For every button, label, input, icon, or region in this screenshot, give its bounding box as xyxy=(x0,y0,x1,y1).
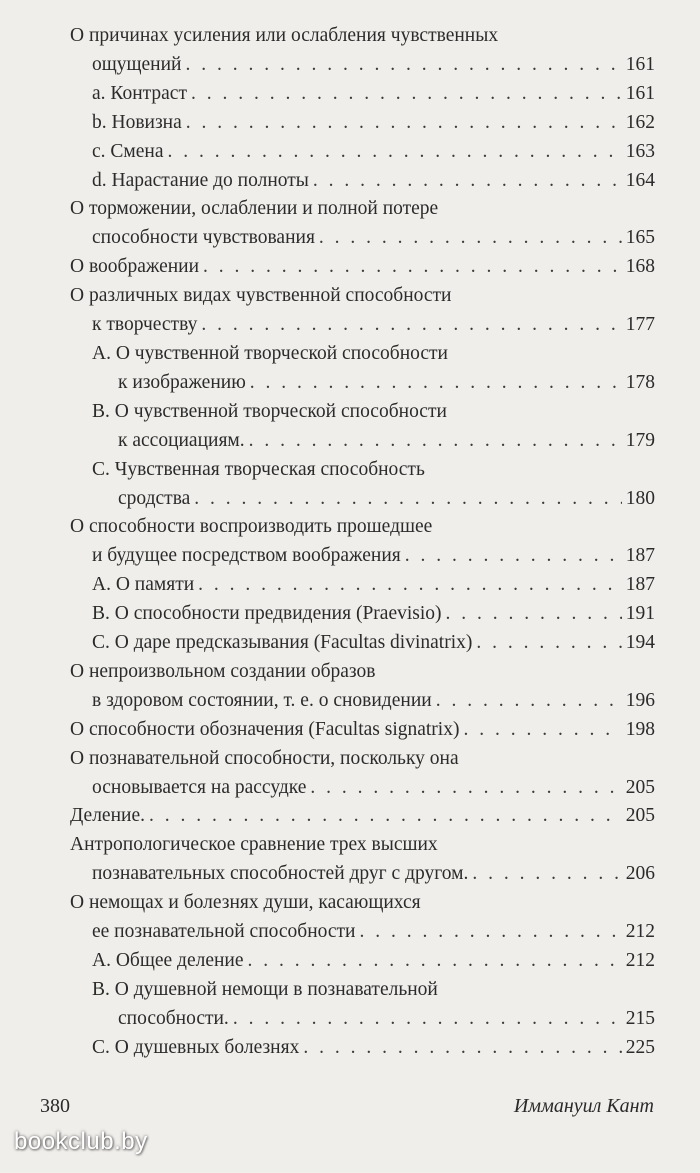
toc-entry xyxy=(70,831,655,889)
toc-page-number: 161 xyxy=(625,82,655,104)
toc-entry-title: способности. xyxy=(118,1007,229,1029)
toc-page-number: 206 xyxy=(625,863,655,885)
toc-page-number: 177 xyxy=(625,314,655,336)
toc-entry-line xyxy=(70,716,655,745)
toc-entry-line xyxy=(70,340,655,369)
toc-page-number: 187 xyxy=(625,574,655,596)
toc-entry xyxy=(70,889,655,947)
toc-entry-title: в здоровом состоянии, т. е. о сновидении xyxy=(92,689,432,711)
toc-entry xyxy=(70,745,655,803)
toc-subentry xyxy=(70,340,655,398)
toc-entry-title: Деление. xyxy=(70,805,145,827)
toc-subentry xyxy=(70,629,655,658)
toc-entry-line xyxy=(70,80,655,109)
dot-leader xyxy=(249,427,622,456)
toc-entry-line xyxy=(70,109,655,138)
dot-leader xyxy=(203,253,622,282)
running-footer-author: Иммануил Кант xyxy=(513,1095,654,1117)
toc-page-number: 205 xyxy=(625,805,655,827)
toc-entry-title: C. Чувственная творческая способность xyxy=(92,458,425,480)
dot-leader xyxy=(198,571,622,600)
toc-subentry xyxy=(70,571,655,600)
toc-entry-title: сродства xyxy=(118,487,191,509)
dot-leader xyxy=(313,167,622,196)
toc-entry-line xyxy=(70,427,655,456)
table-of-contents xyxy=(70,22,655,1063)
toc-subentry xyxy=(70,600,655,629)
toc-entry-title: О способности воспроизводить прошедшее xyxy=(70,516,433,538)
toc-entry-title: О непроизвольном создании образов xyxy=(70,660,376,682)
toc-entry-line xyxy=(70,571,655,600)
toc-entry-title: познавательных способностей друг с другом. xyxy=(92,863,469,885)
dot-leader xyxy=(168,138,622,167)
dot-leader xyxy=(186,51,622,80)
toc-entry-line xyxy=(70,802,655,831)
dot-leader xyxy=(201,311,621,340)
dot-leader xyxy=(191,80,622,109)
toc-page-number: 212 xyxy=(625,921,655,943)
toc-entry-line xyxy=(70,658,655,687)
toc-entry-line xyxy=(70,976,655,1005)
toc-page-number: 225 xyxy=(625,1036,655,1058)
toc-entry-line xyxy=(70,22,655,51)
toc-subentry xyxy=(70,456,655,514)
toc-page-number: 194 xyxy=(625,632,655,654)
toc-page-number: 196 xyxy=(625,689,655,711)
toc-page-number: 168 xyxy=(625,256,655,278)
toc-entry xyxy=(70,253,655,282)
toc-entry-title: A. Общее деление xyxy=(92,950,244,971)
toc-entry-title: к изображению xyxy=(118,371,246,393)
dot-leader xyxy=(319,224,622,253)
toc-entry-line xyxy=(70,831,655,860)
toc-page-number: 178 xyxy=(625,371,655,393)
toc-page-number: 212 xyxy=(625,950,655,971)
toc-entry xyxy=(70,716,655,745)
toc-entry-title: О причинах усиления или ослабления чувственных xyxy=(70,25,499,46)
toc-entry-line xyxy=(70,253,655,282)
toc-entry-line xyxy=(70,369,655,398)
toc-page-number: 163 xyxy=(625,140,655,162)
toc-entry-title: ощущений xyxy=(92,53,182,75)
toc-entry-line xyxy=(70,600,655,629)
dot-leader xyxy=(360,918,622,947)
toc-page-number: 180 xyxy=(625,487,655,509)
watermark: bookclub.by xyxy=(14,1128,148,1155)
dot-leader xyxy=(248,947,622,976)
dot-leader xyxy=(436,687,622,716)
toc-subentry xyxy=(70,947,655,976)
dot-leader xyxy=(186,109,622,138)
dot-leader xyxy=(310,774,621,803)
toc-entry-title: основывается на рассудке xyxy=(92,776,307,798)
toc-page-number: 162 xyxy=(625,111,655,133)
dot-leader xyxy=(463,716,621,745)
toc-entry-title: к ассоциациям. xyxy=(118,429,245,451)
toc-page-number: 191 xyxy=(625,603,655,625)
toc-entry-line xyxy=(70,542,655,571)
toc-entry-line xyxy=(70,774,655,803)
toc-subentry xyxy=(70,398,655,456)
toc-entry-line xyxy=(70,860,655,889)
dot-leader xyxy=(149,802,622,831)
toc-subentry xyxy=(70,976,655,1034)
toc-entry-line xyxy=(70,167,655,196)
toc-entry-title: О различных видах чувственной способности xyxy=(70,285,452,307)
toc-entry-line xyxy=(70,456,655,485)
dot-leader xyxy=(472,860,621,889)
toc-entry-line xyxy=(70,138,655,167)
toc-entry-line xyxy=(70,51,655,80)
toc-entry-line xyxy=(70,513,655,542)
dot-leader xyxy=(405,542,622,571)
dot-leader xyxy=(194,485,621,514)
toc-entry-title: b. Новизна xyxy=(92,111,182,133)
toc-entry-line xyxy=(70,311,655,340)
toc-entry-title: О немощах и болезнях души, касающихся xyxy=(70,892,421,914)
dot-leader xyxy=(446,600,622,629)
toc-entry-title: О торможении, ослаблении и полной потере xyxy=(70,198,439,220)
toc-entry-title: C. О душевных болезнях xyxy=(92,1036,300,1058)
toc-page-number: 187 xyxy=(625,545,655,567)
toc-entry-line xyxy=(70,947,655,976)
toc-subentry xyxy=(70,1034,655,1063)
toc-entry xyxy=(70,513,655,571)
toc-entry-line xyxy=(70,1005,655,1034)
dot-leader xyxy=(476,629,621,658)
toc-entry-line xyxy=(70,918,655,947)
toc-entry xyxy=(70,195,655,253)
toc-subentry xyxy=(70,167,655,196)
toc-page-number: 165 xyxy=(625,227,655,249)
toc-page-number: 198 xyxy=(625,718,655,740)
toc-entry xyxy=(70,282,655,340)
toc-entry-title: B. О способности предвидения (Praevisio) xyxy=(92,603,442,625)
toc-entry-title: О способности обозначения (Facultas signatrix) xyxy=(70,718,460,740)
toc-entry-line xyxy=(70,282,655,311)
toc-entry-line xyxy=(70,485,655,514)
toc-page-number: 205 xyxy=(625,776,655,798)
toc-entry-line xyxy=(70,629,655,658)
toc-entry-line xyxy=(70,889,655,918)
toc-entry-line xyxy=(70,1034,655,1063)
toc-entry-title: a. Контраст xyxy=(92,82,187,104)
toc-page-number: 215 xyxy=(625,1007,655,1029)
toc-entry-line xyxy=(70,745,655,774)
toc-entry-title: A. О чувственной творческой способности xyxy=(92,342,448,364)
toc-entry-title: Антропологическое сравнение трех высших xyxy=(70,834,438,856)
toc-subentry xyxy=(70,138,655,167)
dot-leader xyxy=(233,1005,622,1034)
toc-page-number: 164 xyxy=(625,169,655,191)
toc-entry-title: A. О памяти xyxy=(92,574,195,596)
toc-entry-title: B. О душевной немощи в познавательной xyxy=(92,978,438,1000)
toc-page-number: 161 xyxy=(625,53,655,75)
page-number: 380 xyxy=(40,1095,70,1117)
toc-entry-title: и будущее посредством воображения xyxy=(92,545,401,567)
toc-entry xyxy=(70,22,655,80)
toc-entry-line xyxy=(70,224,655,253)
toc-entry-title: C. О даре предсказывания (Facultas divinatrix) xyxy=(92,632,473,654)
toc-entry-line xyxy=(70,195,655,224)
dot-leader xyxy=(303,1034,621,1063)
toc-entry-title: способности чувствования xyxy=(92,227,315,249)
toc-entry-line xyxy=(70,398,655,427)
toc-entry-title: d. Нарастание до полноты xyxy=(92,169,309,191)
toc-page-number: 179 xyxy=(625,429,655,451)
toc-entry-title: к творчеству xyxy=(92,314,198,336)
toc-entry-title: c. Смена xyxy=(92,140,164,162)
toc-entry xyxy=(70,658,655,716)
toc-entry-title: О воображении xyxy=(70,256,200,278)
toc-entry-title: ее познавательной способности xyxy=(92,921,356,943)
toc-entry-line xyxy=(70,687,655,716)
toc-entry-title: О познавательной способности, поскольку она xyxy=(70,747,459,769)
toc-entry-title: B. О чувственной творческой способности xyxy=(92,400,447,422)
toc-subentry xyxy=(70,80,655,109)
toc-entry xyxy=(70,802,655,831)
dot-leader xyxy=(250,369,622,398)
toc-subentry xyxy=(70,109,655,138)
